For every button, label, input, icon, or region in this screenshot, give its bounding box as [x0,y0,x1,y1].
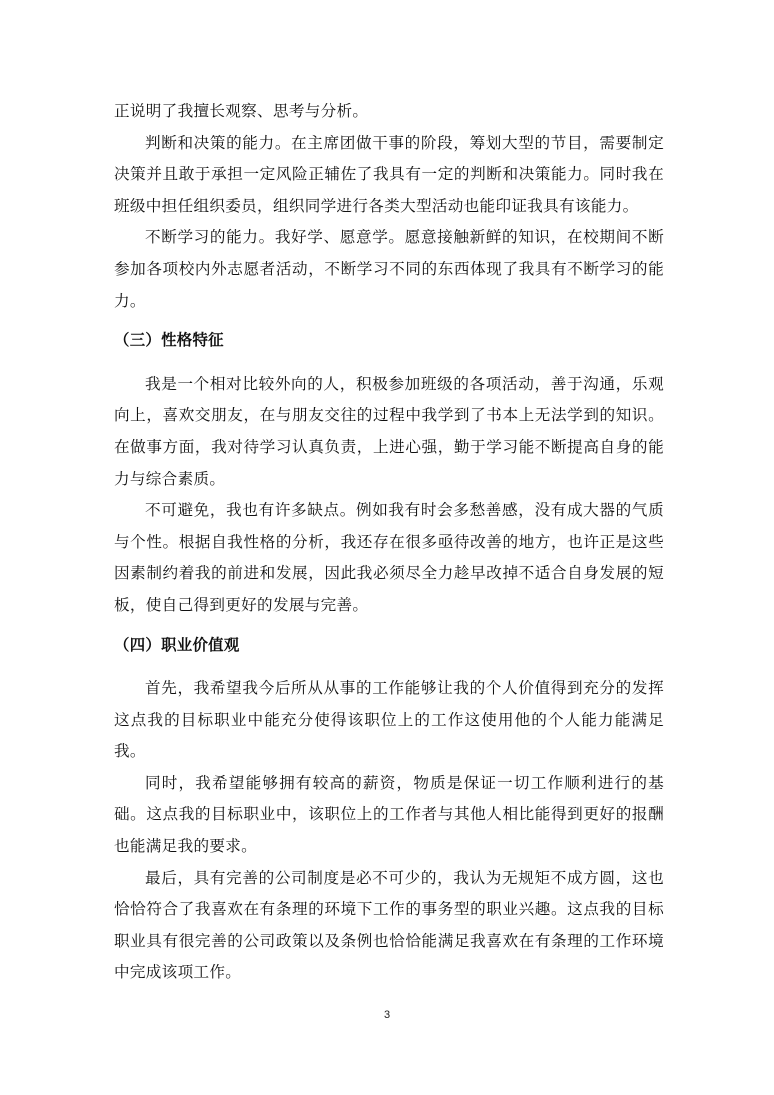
paragraph-personality-strengths: 我是一个相对比较外向的人，积极参加班级的各项活动，善于沟通，乐观向上，喜欢交朋友，在与朋友交往的过程中我学到了书本上无法学到的知识。在做事方面，我对待学习认真负责，上进心强，勤于学习能不断提高自身的能力与综合素质。 [114,374,664,488]
paragraph-values-first: 首先，我希望我今后所从从事的工作能够让我的个人价值得到充分的发挥这点我的目标职业中能充分使得该职位上的工作这使用他的个人能力能满足我。 [114,679,664,761]
page-number: 3 [383,1009,391,1021]
paragraph-values-second: 同时，我希望能够拥有较高的薪资，物质是保证一切工作顺利进行的基础。这点我的目标职业中，该职位上的工作者与其他人相比能得到更好的报酬也能满足我的要求。 [114,773,664,856]
paragraph-judgment-decision: 判断和决策的能力。在主席团做干事的阶段，筹划大型的节目，需要制定决策并且敢于承担一定风险正辅佐了我具有一定的判断和决策能力。同时我在班级中担任组织委员，组织同学进行各类大型活动也能印证我具有该能力。 [114,133,664,215]
paragraph-continuous-learning: 不断学习的能力。我好学、愿意学。愿意接触新鲜的知识，在校期间不断参加各项校内外志愿者活动，不断学习不同的东西体现了我具有不断学习的能力。 [114,228,664,310]
paragraph-values-third: 最后，具有完善的公司制度是必不可少的，我认为无规矩不成方圆，这也恰恰符合了我喜欢在有条理的环境下工作的事务型的职业兴趣。这点我的目标职业具有很完善的公司政策以及条例也恰恰能满足我喜欢在有条理的工作环境中完成该项工作。 [114,868,664,982]
page-content [114,96,664,989]
paragraph-personality-weaknesses: 不可避免，我也有许多缺点。例如我有时会多愁善感，没有成大器的气质与个性。根据自我性格的分析，我还存在很多亟待改善的地方，也许正是这些因素制约着我的前进和发展，因此我必须尽全力趁早改掉不适合自身发展的短板，使自己得到更好的发展与完善。 [114,501,664,614]
section-heading-personality: （三）性格特征 [114,331,224,350]
section-heading-career-values: （四）职业价值观 [114,635,240,654]
paragraph-analysis-continued: 正说明了我擅长观察、思考与分析。 [114,102,369,120]
